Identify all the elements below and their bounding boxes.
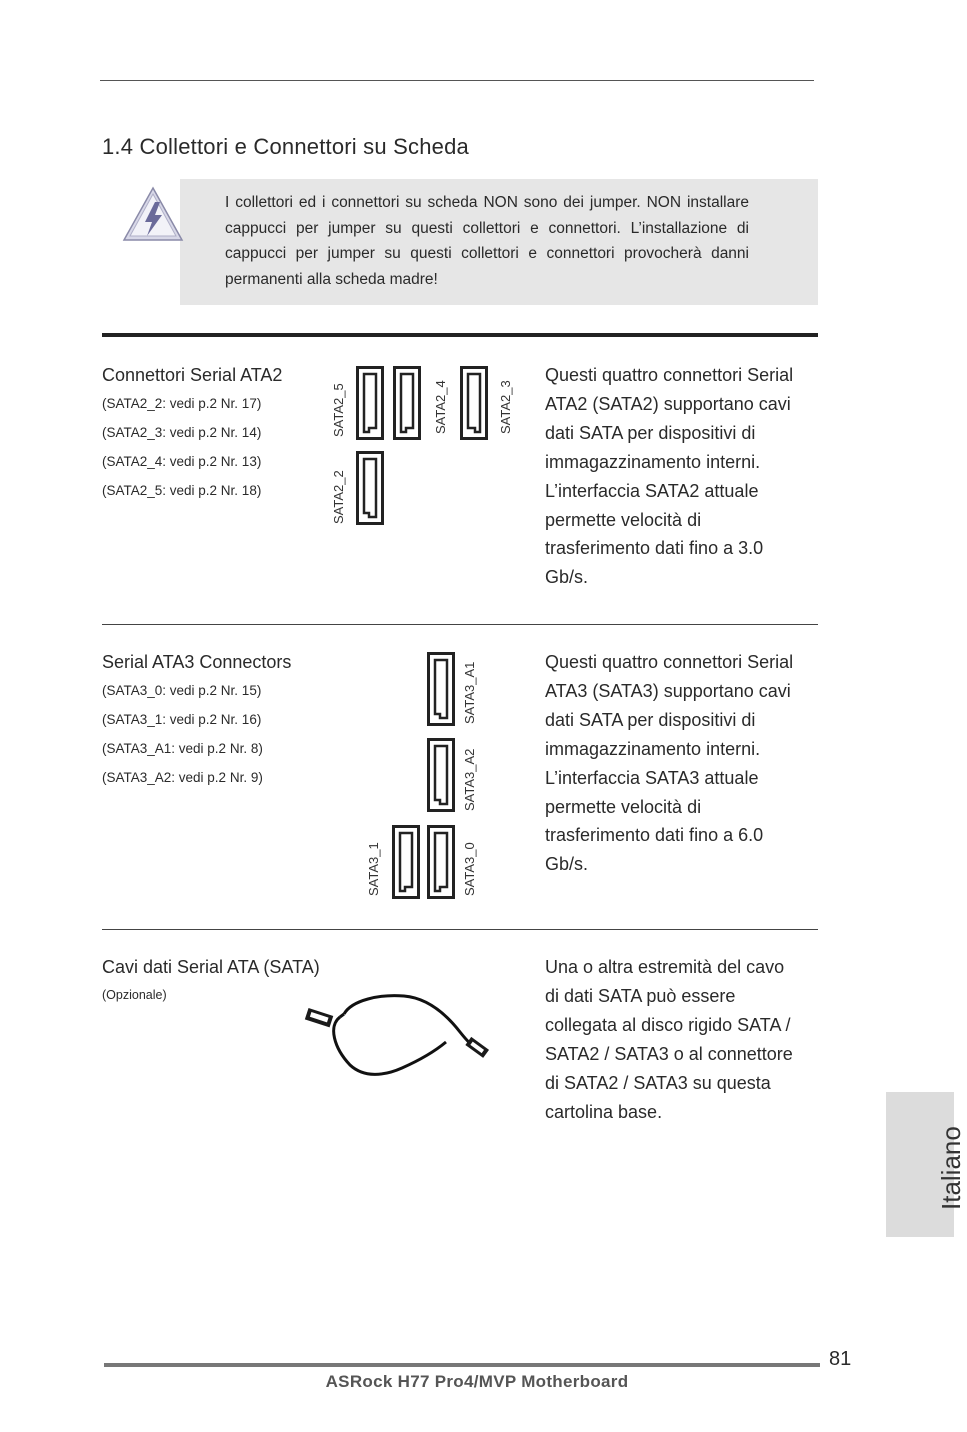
sata3-1-connector (392, 825, 420, 899)
sata2-2-label: SATA2_2 (331, 470, 346, 524)
sata2-4-label: SATA2_4 (433, 380, 448, 434)
sata2-line: (SATA2_2: vedi p.2 Nr. 17) (102, 396, 262, 411)
sata3-a2-label: SATA3_A2 (462, 748, 477, 811)
sata-cable-image (300, 990, 495, 1082)
sata2-3-connector (460, 366, 488, 440)
sata2-description: Questi quattro connettori Serial ATA2 (SATA2) supportano cavi dati SATA per dispositivi di immagazzinamento interni. L’interfaccia SATA2 attuale permette velocità di trasferimento dati fino a 3.0 Gb/s. (545, 365, 794, 588)
sata2-3-label: SATA2_3 (498, 380, 513, 434)
sata2-5-connector (356, 366, 384, 440)
sata3-a1-label: SATA3_A1 (462, 661, 477, 724)
sata3-a1-connector (427, 652, 455, 726)
bottom-rule (104, 1363, 820, 1367)
sata3-description: Questi quattro connettori Serial ATA3 (SATA3) supportano cavi dati SATA per dispositivi di immagazzinamento interni. L’interfaccia SATA3 attuale permette velocità di trasferimento dati fino a 6.0 Gb/s. (545, 652, 794, 875)
sata2-2-connector (356, 451, 384, 525)
sata2-heading: Connettori Serial ATA2 (102, 365, 283, 385)
footer (0, 1372, 954, 1392)
footer-text: ASRock H77 Pro4/MVP Motherboard (325, 1372, 629, 1391)
warning-icon (120, 184, 184, 246)
thick-divider (102, 333, 818, 337)
section-divider (102, 929, 818, 930)
sata3-a2-connector (427, 738, 455, 812)
sata3-line: (SATA3_A2: vedi p.2 Nr. 9) (102, 770, 263, 785)
section-divider (102, 624, 818, 625)
cable-note: (Opzionale) (102, 988, 167, 1002)
language-tab-label: Italiano (936, 1126, 966, 1210)
sata2-5-label: SATA2_5 (331, 383, 346, 437)
sata2-4-connector (393, 366, 421, 440)
warning-text: I collettori ed i connettori su scheda NON sono dei jumper. NON installare cappucci per jumper su questi collettori e connettori. L’installazione di cappucci per jumper su questi collettori e connettori provocherà danni permanenti alla scheda madre! (225, 194, 749, 288)
sata2-line: (SATA2_5: vedi p.2 Nr. 18) (102, 483, 262, 498)
sata3-line: (SATA3_1: vedi p.2 Nr. 16) (102, 712, 262, 727)
sata3-heading: Serial ATA3 Connectors (102, 652, 292, 672)
sata2-line: (SATA2_3: vedi p.2 Nr. 14) (102, 425, 262, 440)
page-number: 81 (829, 1348, 852, 1370)
sata3-line: (SATA3_0: vedi p.2 Nr. 15) (102, 683, 262, 698)
cable-heading: Cavi dati Serial ATA (SATA) (102, 957, 320, 977)
sata2-line: (SATA2_4: vedi p.2 Nr. 13) (102, 454, 262, 469)
cable-description: Una o altra estremità del cavo di dati SATA può essere collegata al disco rigido SATA / SATA2 / SATA3 o al connettore di SATA2 / SATA3 su questa cartolina base. (545, 957, 793, 1122)
sata3-0-label: SATA3_0 (462, 842, 477, 896)
language-tab[interactable] (886, 1092, 966, 1237)
sata3-line: (SATA3_A1: vedi p.2 Nr. 8) (102, 741, 263, 756)
section-title: 1.4 Collettori e Connettori su Scheda (102, 134, 469, 159)
sata3-0-connector (427, 825, 455, 899)
top-rule (100, 80, 814, 81)
sata3-1-label: SATA3_1 (366, 842, 381, 896)
